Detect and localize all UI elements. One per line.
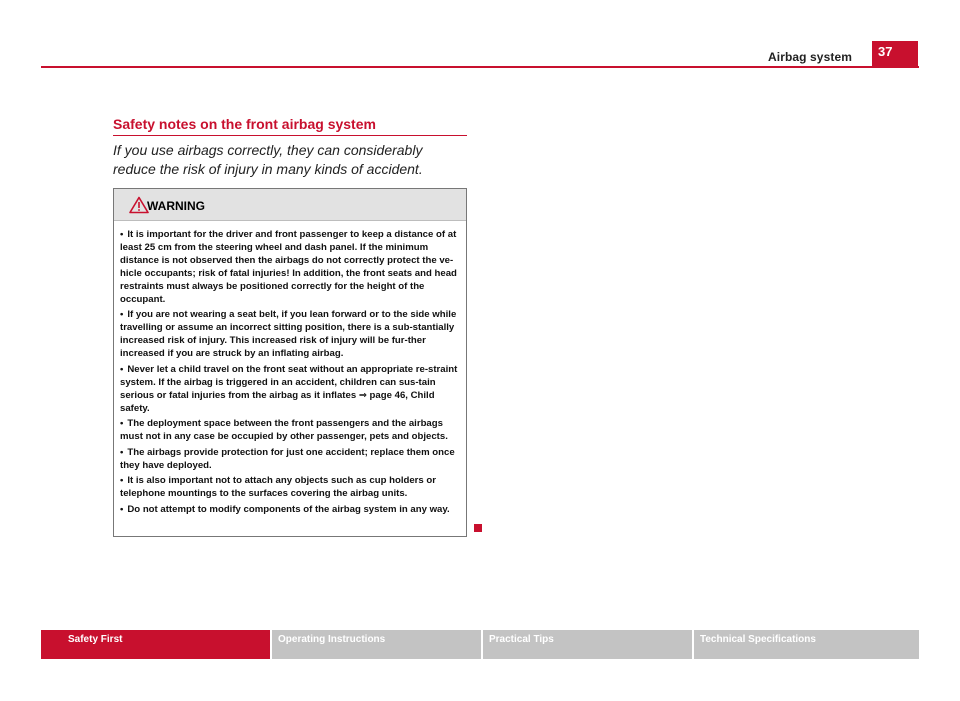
bullet: • <box>120 475 124 486</box>
bullet: • <box>120 503 124 515</box>
warning-box <box>113 188 467 537</box>
warning-item-text: It is also important not to attach any objects such as cup holders or telephone mountings to the surfaces covering the airbag units. <box>120 475 437 499</box>
warning-item <box>120 503 460 516</box>
footer-nav <box>41 630 919 659</box>
warning-item <box>120 228 460 306</box>
warning-label: WARNING <box>147 199 205 213</box>
warning-item <box>120 363 460 415</box>
warning-header <box>114 189 466 221</box>
tab-technical-specifications[interactable]: Technical Specifications <box>694 630 919 659</box>
bullet: • <box>120 363 124 375</box>
warning-item <box>120 308 460 360</box>
section-end-marker <box>474 524 482 532</box>
tab-operating-instructions[interactable]: Operating Instructions <box>272 630 481 659</box>
bullet: • <box>120 228 124 240</box>
warning-item-text: If you are not wearing a seat belt, if you lean forward or to the side while travelling or assume an incorrect sitting position, there is a sub-stantially increased risk of injury. This increased risk of injury will be fur-ther increased if you are struck by an inflating airbag. <box>120 309 457 359</box>
warning-triangle-icon <box>129 196 149 214</box>
bullet: • <box>120 309 124 320</box>
page-number: 37 <box>872 41 918 67</box>
section-title: Safety notes on the front airbag system <box>113 116 467 136</box>
warning-item-text: It is important for the driver and front passenger to keep a distance of at least 25 cm from the steering wheel and dash panel. If the minimum distance is not observed then the airbags do not correctly protect the ve-hicle occupants; risk of fatal injuries! In addition, the front seats and head restraints must always be positioned correctly for the height of the occupant. <box>120 228 457 305</box>
tab-practical-tips[interactable]: Practical Tips <box>483 630 692 659</box>
header-rule <box>41 66 919 68</box>
tab-safety-first[interactable]: Safety First <box>41 630 270 659</box>
warning-item-text: Never let a child travel on the front seat without an appropriate re-straint system. If the airbag is triggered in an accident, children can sus-tain serious or fatal injuries from the airbag as it inflates ⇒ page 46, Child safety. <box>120 363 458 414</box>
intro-paragraph: If you use airbags correctly, they can considerably reduce the risk of injury in many kinds of accident. <box>113 142 423 177</box>
warning-list <box>114 221 466 516</box>
bullet: • <box>120 446 124 458</box>
warning-item-text: Do not attempt to modify components of the airbag system in any way. <box>127 503 450 515</box>
warning-item <box>120 446 460 472</box>
warning-item-text: The airbags provide protection for just one accident; replace them once they have deployed. <box>120 446 455 471</box>
warning-item-text: The deployment space between the front passengers and the airbags must not in any case be occupied by other passenger, pets and objects. <box>120 418 448 442</box>
warning-item <box>120 474 460 500</box>
bullet: • <box>120 418 124 429</box>
running-header-title: Airbag system <box>768 50 852 64</box>
warning-item <box>120 417 460 443</box>
